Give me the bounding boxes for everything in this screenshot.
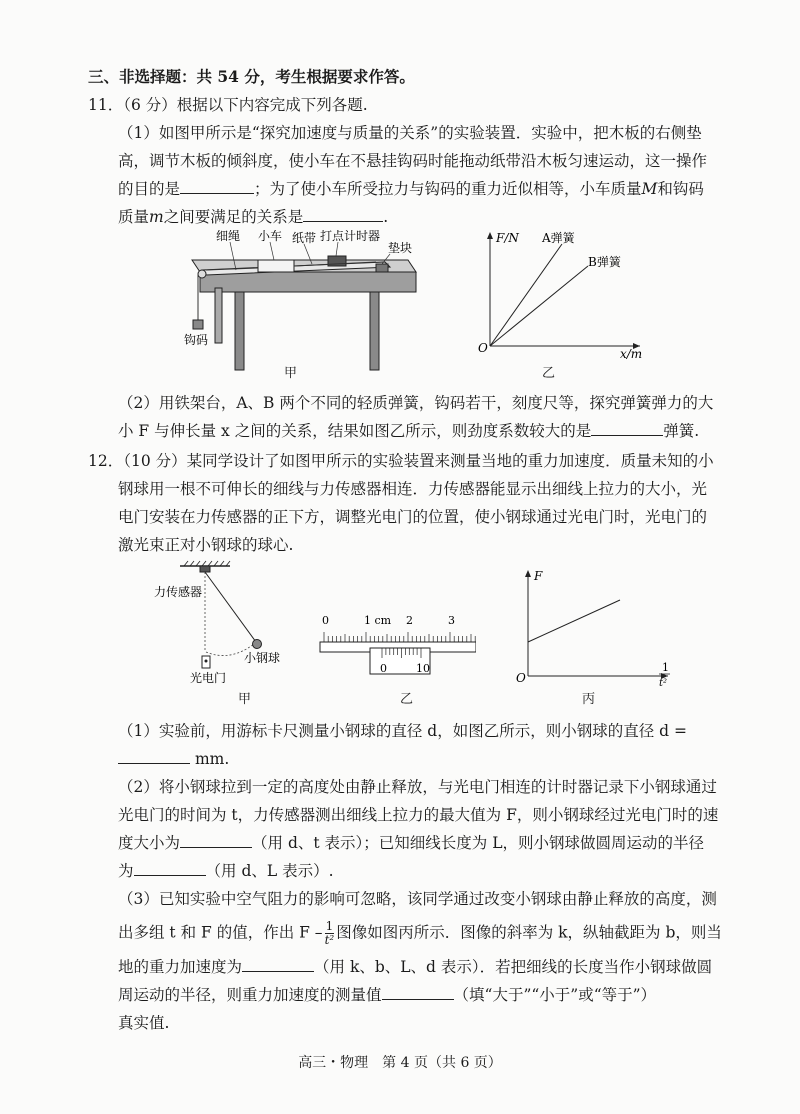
q11-p1-line1: （1）如图甲所示是“探究加速度与质量的关系”的实验装置．实验中，把木板的右侧垫 [118, 124, 702, 142]
q12-s1-line2-unit: mm. [194, 750, 230, 768]
label-rope: 细绳 [216, 230, 241, 243]
q12-line2: 钢球用一根不可伸长的细线与力传感器相连．力传感器能显示出细线上拉力的大小，光 [118, 480, 708, 498]
q12-s1-line1: （1）实验前，用游标卡尺测量小钢球的直径 d，如图乙所示，则小钢球的直径 d = [118, 722, 687, 740]
q12-caption-yi: 乙 [400, 692, 414, 707]
label-sensor: 力传感器 [154, 585, 203, 599]
line-spring-a [490, 244, 562, 346]
label-block: 垫块 [388, 241, 413, 255]
q12-s3-line4-a: 周运动的半径，则重力加速度的测量值 [118, 986, 382, 1004]
weight [193, 320, 203, 329]
pulley [198, 270, 206, 278]
q12-s2-line4 [118, 860, 334, 882]
answer-blank[interactable] [242, 957, 314, 972]
fraction-1-over-t2 [325, 920, 335, 947]
string [205, 572, 256, 642]
q12-figure-vernier [316, 612, 476, 678]
q12-s2-line3-a: 度大小为 [118, 834, 181, 852]
q12-s3-line3-b: （用 k、b、L、d 表示）．若把细线的长度当作小钢球做圆 [314, 958, 713, 976]
answer-blank[interactable] [134, 861, 206, 876]
q11-header: 11．（6 分）根据以下内容完成下列各题. [88, 96, 368, 114]
q12-caption-bing: 丙 [582, 692, 596, 707]
q12-s2-line2: 光电门的时间为 t，力传感器测出细线上拉力的最大值为 F，则小钢球经过光电门时的速 [118, 806, 719, 824]
label-gate: 光电门 [190, 671, 227, 685]
q11-p2-line2-b: 弹簧. [663, 422, 700, 440]
data-line [528, 600, 620, 642]
main-scale-2: 2 [406, 614, 413, 627]
q12-s3-line2-a: 出多组 t 和 F 的值，作出 F – [118, 923, 323, 942]
y-axis-label: F/N [496, 231, 519, 245]
main-scale-3: 3 [448, 614, 455, 627]
q11-p1-line3-a: 的目的是 [118, 180, 181, 198]
fraction-num: 1 [325, 919, 334, 933]
label-timer: 打点计时器 [320, 230, 381, 243]
q11-p1-line4-a: 质量 [118, 208, 150, 226]
q11-p1-line3-b: ；为了使小车所受拉力与钩码的重力近似相等，小车质量 [254, 180, 642, 198]
origin-label: O [516, 671, 526, 685]
q11-figure-apparatus [180, 230, 420, 380]
q12-s2-line1: （2）将小钢球拉到一定的高度处由静止释放，与光电门相连的计时器记录下小钢球通过 [118, 778, 717, 796]
q12-line4: 激光束正对小钢球的球心. [118, 536, 294, 554]
q12-s2-line3 [118, 832, 704, 854]
q12-s3-line1: （3）已知实验中空气阻力的影响可忽略，该同学通过改变小钢球由静止释放的高度，测 [118, 890, 717, 908]
label-cart: 小车 [258, 230, 283, 243]
q11-caption-yi: 乙 [542, 366, 556, 381]
page-footer: 高三・物理 第 4 页（共 6 页） [298, 1055, 502, 1071]
table-leg [215, 288, 222, 343]
q12-s3-line2 [118, 920, 722, 947]
var-M: M [641, 180, 658, 198]
x-axis-den: t² [659, 678, 668, 689]
steel-ball [253, 640, 262, 649]
section-title: 三、非选择题：共 54 分，考生根据要求作答。 [88, 67, 415, 86]
fraction-den: t² [324, 933, 335, 947]
q11-p1-line4-c: . [383, 208, 389, 226]
q12-s3-line4 [118, 984, 656, 1006]
answer-blank[interactable] [180, 179, 254, 194]
q12-line3: 电门安装在力传感器的正下方，调整光电门的位置，使小钢球通过光电门时，光电门的 [118, 508, 708, 526]
q11-p1-line3-c: 和钩码 [657, 180, 704, 198]
answer-blank[interactable] [180, 833, 252, 848]
q12-s1-line2 [118, 748, 229, 770]
x-axis-num: 1 [662, 661, 669, 674]
q12-s3-line3 [118, 956, 712, 978]
q12-line1: 12．（10 分）某同学设计了如图甲所示的实验装置来测量当地的重力加速度．质量未知的小 [88, 452, 714, 470]
q12-s2-line4-a: 为 [118, 862, 134, 880]
q12-s2-line4-b: （用 d、L 表示）. [205, 862, 334, 880]
q12-s3-line4-b: （填“大于”“小于”或“等于”） [453, 986, 657, 1004]
var-m: m [149, 208, 164, 226]
q11-p2-line2-a: 小 F 与伸长量 x 之间的关系，结果如图乙所示，则劲度系数较大的是 [118, 422, 592, 440]
main-scale-ticks [324, 632, 475, 642]
q11-caption-jia: 甲 [284, 366, 298, 381]
block [376, 264, 388, 272]
q11-p2-line2 [118, 420, 699, 442]
y-axis-label: F [534, 569, 543, 583]
force-sensor [200, 566, 210, 572]
q12-figure-graph [508, 564, 678, 694]
cart [258, 260, 294, 272]
answer-blank[interactable] [591, 421, 663, 436]
table-leg [235, 292, 244, 370]
q12-s2-line3-b: （用 d、t 表示）；已知细线长度为 L，则小钢球做圆周运动的半径 [252, 834, 704, 852]
q11-p1-line4 [118, 206, 388, 228]
label-spring-b: B弹簧 [588, 255, 621, 269]
q12-s3-line5: 真实值. [118, 1014, 170, 1032]
main-scale-0: 0 [322, 614, 329, 627]
label-ball: 小钢球 [244, 651, 281, 665]
vernier-label-10: 10 [416, 662, 430, 675]
label-spring-a: A弹簧 [542, 231, 575, 245]
q12-caption-jia: 甲 [238, 692, 252, 707]
q12-figure-pendulum [150, 560, 300, 688]
q11-p1-line2: 高，调节木板的倾斜度，使小车在不悬挂钩码时能拖动纸带沿木板匀速运动，这一操作 [118, 152, 708, 170]
answer-blank[interactable] [382, 985, 454, 1000]
origin-label: O [478, 341, 488, 355]
q11-p1-line3 [118, 178, 704, 200]
x-axis-label: x/m [620, 347, 643, 361]
line-spring-b [490, 266, 588, 346]
q11-p2-line1: （2）用铁架台，A、B 两个不同的轻质弹簧，钩码若干，刻度尺等，探究弹簧弹力的大 [118, 394, 714, 412]
table-leg [370, 292, 379, 370]
vernier-label-0: 0 [380, 662, 387, 675]
label-tape: 纸带 [292, 231, 317, 245]
answer-blank[interactable] [118, 749, 190, 764]
q12-s3-line3-a: 地的重力加速度为 [118, 958, 243, 976]
q12-s3-line2-b: 图像如图丙所示．图像的斜率为 k，纵轴截距为 b，则当 [336, 923, 722, 942]
q11-figure-graph [470, 226, 650, 362]
q11-p1-line4-b: 之间要满足的关系是 [163, 208, 304, 226]
answer-blank[interactable] [303, 207, 383, 222]
table-edge [200, 272, 416, 292]
label-weight: 钩码 [184, 333, 209, 347]
main-scale-1cm: 1 cm [364, 614, 392, 627]
